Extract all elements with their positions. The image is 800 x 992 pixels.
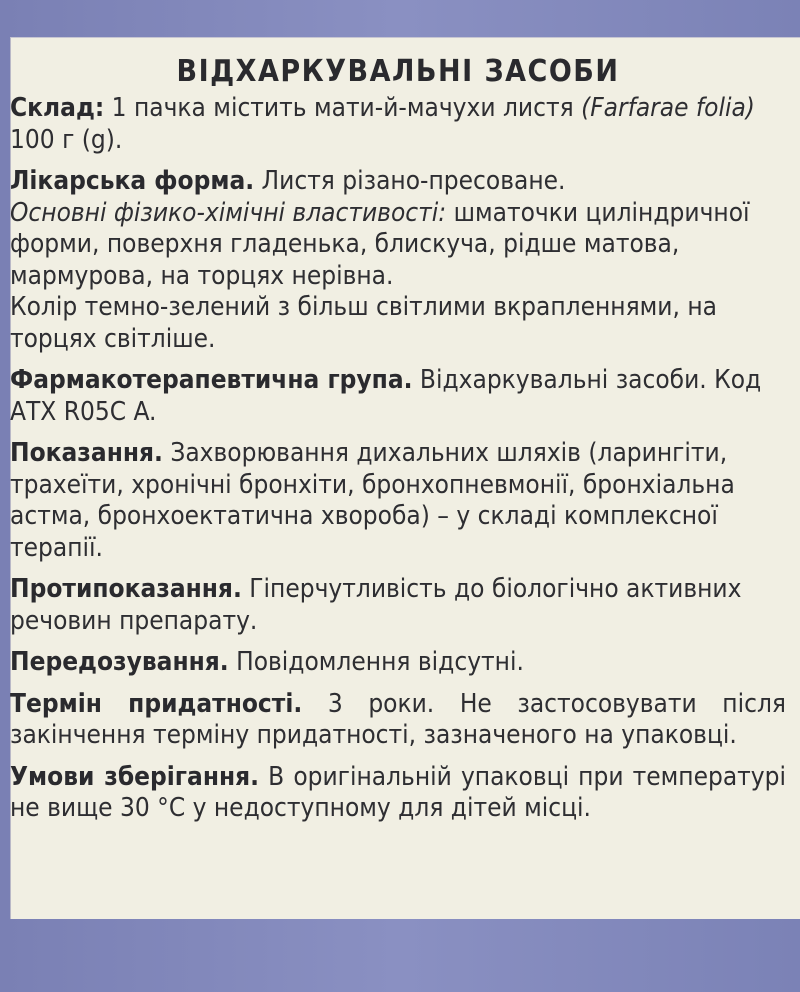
page-title: ВІДХАРКУВАЛЬНІ ЗАСОБИ <box>176 54 620 89</box>
composition-text: 1 пачка містить мати-й-мачухи листя <box>104 93 582 123</box>
pharmacotherapeutic-group-section <box>10 365 786 428</box>
contraindications-heading: Протипоказання. <box>10 574 242 604</box>
indications-heading: Показання. <box>10 438 163 468</box>
shelf-life-section <box>10 689 786 752</box>
contraindications-text: Гіперчутливість до біологічно активних речовин препарату. <box>10 574 742 636</box>
shelf-life-heading: Термін придатності. <box>10 688 303 719</box>
contraindications-section <box>10 574 786 637</box>
properties-label: Основні фізико-хімічні властивості: <box>10 197 447 228</box>
overdose-heading: Передозування. <box>10 647 229 677</box>
dosage-form-section <box>10 166 786 198</box>
pharmacotherapeutic-group-heading: Фармакотерапевтична група. <box>10 365 413 395</box>
properties-text: шматочки циліндричної форми, поверхня гладенька, блискуча, рідше матова, мармурова, на торцях нерівна. <box>10 197 750 291</box>
storage-heading: Умови зберігання. <box>10 761 260 792</box>
indications-section <box>10 438 786 564</box>
leaflet-content <box>10 54 786 835</box>
pharmacotherapeutic-group-text: Відхаркувальні засоби. Код АТХ R05C A. <box>10 365 762 427</box>
indications-text: Захворювання дихальних шляхів (ларингіти, трахеїти, хронічні бронхіти, бронхопневмонії, бронхіальна астма, бронхоектатична хвороба) – у складі комплексної терапії. <box>10 438 735 563</box>
composition-section <box>10 93 786 156</box>
properties-paragraph <box>10 198 786 293</box>
composition-amount: 100 г (g). <box>10 124 123 155</box>
color-paragraph: Колір темно-зелений з більш світлими вкрапленнями, на торцях світліше. <box>10 292 717 354</box>
composition-heading: Склад: <box>10 93 105 123</box>
dosage-form-text: Листя різано-пресоване. <box>254 166 566 196</box>
dosage-form-heading: Лікарська форма. <box>10 166 255 196</box>
storage-text: В оригінальній упаковці при температурі не вище 30 °С у недоступному для дітей місці. <box>10 761 786 823</box>
shelf-life-text: 3 роки. Не застосовувати після закінчення терміну придатності, зазначеного на упаковці. <box>10 688 786 750</box>
storage-section <box>10 762 786 825</box>
latin-name: (Farfarae folia) <box>581 93 755 123</box>
overdose-text: Повідомлення відсутні. <box>228 647 524 677</box>
overdose-section <box>10 647 786 679</box>
